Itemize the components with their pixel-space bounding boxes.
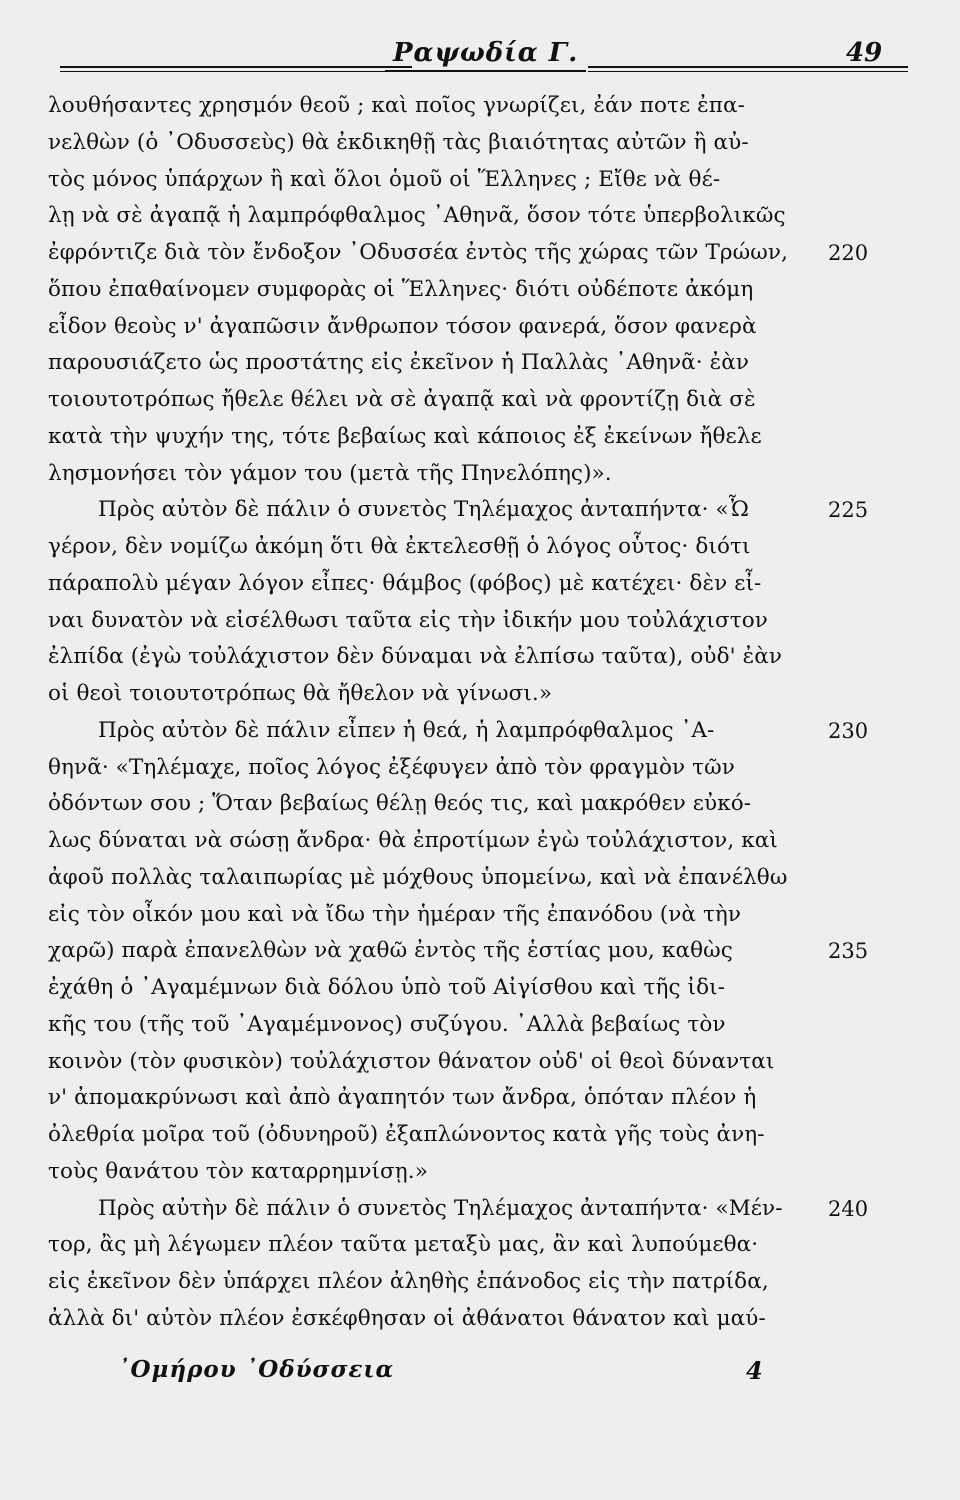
chapter-title: Ραψωδία Γ. bbox=[385, 38, 586, 72]
header-rule-right-thin bbox=[588, 71, 908, 72]
verse-number: 230 bbox=[828, 718, 869, 743]
header-rule-left-thin bbox=[60, 71, 412, 72]
text-line: ἀφοῦ πολλὰς ταλαιπωρίας μὲ μόχθους ὑπομείνω, καὶ νὰ ἐπανέλθω bbox=[48, 864, 788, 890]
text-line: ὀλεθρία μοῖρα τοῦ (ὀδυνηροῦ) ἐξαπλώνοντος κατὰ γῆς τοὺς ἀνη- bbox=[48, 1122, 765, 1147]
text-line: τοὺς θανάτου τὸν καταρρημνίσῃ.» bbox=[48, 1158, 428, 1184]
text-line: λησμονήσει τὸν γάμον του (μετὰ τῆς Πηνελόπης)». bbox=[48, 460, 612, 486]
text-line: ὅπου ἐπαθαίνομεν συμφορὰς οἱ Ἕλληνες· διότι οὐδέποτε ἀκόμη bbox=[48, 276, 754, 302]
text-line: λουθήσαντες χρησμόν θεοῦ ; καὶ ποῖος γνωρίζει, ἐάν ποτε ἐπα- bbox=[48, 93, 746, 118]
text-line: οἱ θεοὶ τοιουτοτρόπως θὰ ἤθελον νὰ γίνωσι.» bbox=[48, 681, 553, 706]
text-line: ὀδόντων σου ; Ὅταν βεβαίως θέλῃ θεός τις, καὶ μακρόθεν εὐκό- bbox=[48, 791, 752, 817]
text-line: εἰς ἐκεῖνον δὲν ὑπάρχει πλέον ἀληθὴς ἐπάνοδος εἰς τὴν πατρίδα, bbox=[48, 1269, 769, 1294]
text-line: τὸς μόνος ὑπάρχων ἢ καὶ ὅλοι ὁμοῦ οἱ Ἕλληνες ; Εἴθε νὰ θέ- bbox=[48, 166, 721, 192]
verse-number: 220 bbox=[828, 241, 869, 265]
body-text bbox=[48, 88, 823, 1338]
text-line: ἐλπίδα (ἐγὼ τοὐλάχιστον δὲν δύναμαι νὰ ἐλπίσω ταῦτα), οὐδ' ἐὰν bbox=[48, 644, 783, 670]
text-line: Πρὸς αὐτὸν δὲ πάλιν ὁ συνετὸς Τηλέμαχος ἀνταπήντα· «Ὦ bbox=[98, 497, 750, 523]
verse-number: 240 bbox=[828, 1196, 869, 1221]
verse-number: 235 bbox=[828, 939, 869, 964]
text-line: παρουσιάζετο ὡς προστάτης εἰς ἐκεῖνον ἡ Παλλὰς ᾿Αθηνᾶ· ἐὰν bbox=[48, 350, 750, 376]
page-number: 49 bbox=[846, 38, 883, 68]
text-line: θηνᾶ· «Τηλέμαχε, ποῖος λόγος ἐξέφυγεν ἀπὸ τὸν φραγμὸν τῶν bbox=[48, 754, 735, 780]
gathering-signature: 4 bbox=[746, 1356, 763, 1385]
text-line: τοιουτοτρόπως ἤθελε θέλει νὰ σὲ ἀγαπᾷ καὶ νὰ φροντίζῃ διὰ σὲ bbox=[48, 387, 756, 412]
text-line: πάραπολὺ μέγαν λόγον εἶπες· θάμβος (φόβος) μὲ κατέχει· δὲν εἶ- bbox=[48, 570, 762, 596]
text-line: κοινὸν (τὸν φυσικὸν) τοὐλάχιστον θάνατον οὐδ' οἱ θεοὶ δύνανται bbox=[48, 1048, 775, 1074]
text-line: ἐχάθη ὁ ᾿Αγαμέμνων διὰ δόλου ὑπὸ τοῦ Αἰγίσθου καὶ τῆς ἰδι- bbox=[48, 975, 726, 1000]
text-line: νελθὼν (ὁ ᾿Οδυσσεὺς) θὰ ἐκδικηθῇ τὰς βιαιότητας αὐτῶν ἢ αὐ- bbox=[48, 129, 749, 155]
text-line: ναι δυνατὸν νὰ εἰσέλθωσι ταῦτα εἰς τὴν ἰδικήν μου τοὐλάχιστον bbox=[48, 607, 768, 633]
page-footer bbox=[118, 1356, 818, 1396]
book-title-signature: ᾿Ομήρου ᾿Οδύσσεια bbox=[118, 1356, 395, 1383]
text-line: τορ, ἂς μὴ λέγωμεν πλέον ταῦτα μεταξὺ μας, ἂν καὶ λυπούμεθα· bbox=[48, 1232, 759, 1258]
text-line: Πρὸς αὐτὴν δὲ πάλιν ὁ συνετὸς Τηλέμαχος ἀνταπήντα· «Μέν- bbox=[98, 1195, 783, 1221]
text-line: ν' ἀπομακρύνωσι καὶ ἀπὸ ἀγαπητόν των ἄνδρα, ὁπόταν πλέον ἡ bbox=[48, 1085, 757, 1111]
header-rule-left bbox=[60, 66, 412, 68]
text-line: κῆς του (τῆς τοῦ ᾿Αγαμέμνονος) συζύγου. ᾿Αλλὰ βεβαίως τὸν bbox=[48, 1011, 726, 1037]
text-line: χαρῶ) παρὰ ἐπανελθὼν νὰ χαθῶ ἐντὸς τῆς ἑστίας μου, καθὼς bbox=[48, 938, 733, 964]
text-line: εἰς τὸν οἶκόν μου καὶ νὰ ἴδω τὴν ἡμέραν τῆς ἐπανόδου (νὰ τὴν bbox=[48, 901, 742, 927]
text-line: εἶδον θεοὺς ν' ἀγαπῶσιν ἄνθρωπον τόσον φανερά, ὅσον φανερὰ bbox=[48, 313, 757, 339]
verse-number: 225 bbox=[828, 498, 869, 523]
text-line: ἐφρόντιζε διὰ τὸν ἔνδοξον ᾿Οδυσσέα ἐντὸς τῆς χώρας τῶν Τρώων, bbox=[48, 240, 789, 265]
text-line: κατὰ τὴν ψυχήν της, τότε βεβαίως καὶ κάποιος ἐξ ἐκείνων ἤθελε bbox=[48, 423, 762, 449]
text-line: λως δύναται νὰ σώσῃ ἄνδρα· θὰ ἐπροτίμων ἐγὼ τοὐλάχιστον, καὶ bbox=[48, 828, 778, 853]
page-header bbox=[40, 28, 920, 88]
text-line: λῃ νὰ σὲ ἀγαπᾷ ἡ λαμπρόφθαλμος ᾿Αθηνᾶ, ὅσον τότε ὑπερβολικῶς bbox=[48, 203, 786, 229]
text-line: Πρὸς αὐτὸν δὲ πάλιν εἶπεν ἡ θεά, ἡ λαμπρόφθαλμος ᾿Α- bbox=[98, 717, 715, 743]
text-line: γέρον, δὲν νομίζω ἀκόμη ὅτι θὰ ἐκτελεσθῇ ὁ λόγος οὗτος· διότι bbox=[48, 534, 751, 559]
text-line: ἀλλὰ δι' αὐτὸν πλέον ἐσκέφθησαν οἱ ἀθάνατοι θάνατον καὶ μαύ- bbox=[48, 1305, 766, 1331]
